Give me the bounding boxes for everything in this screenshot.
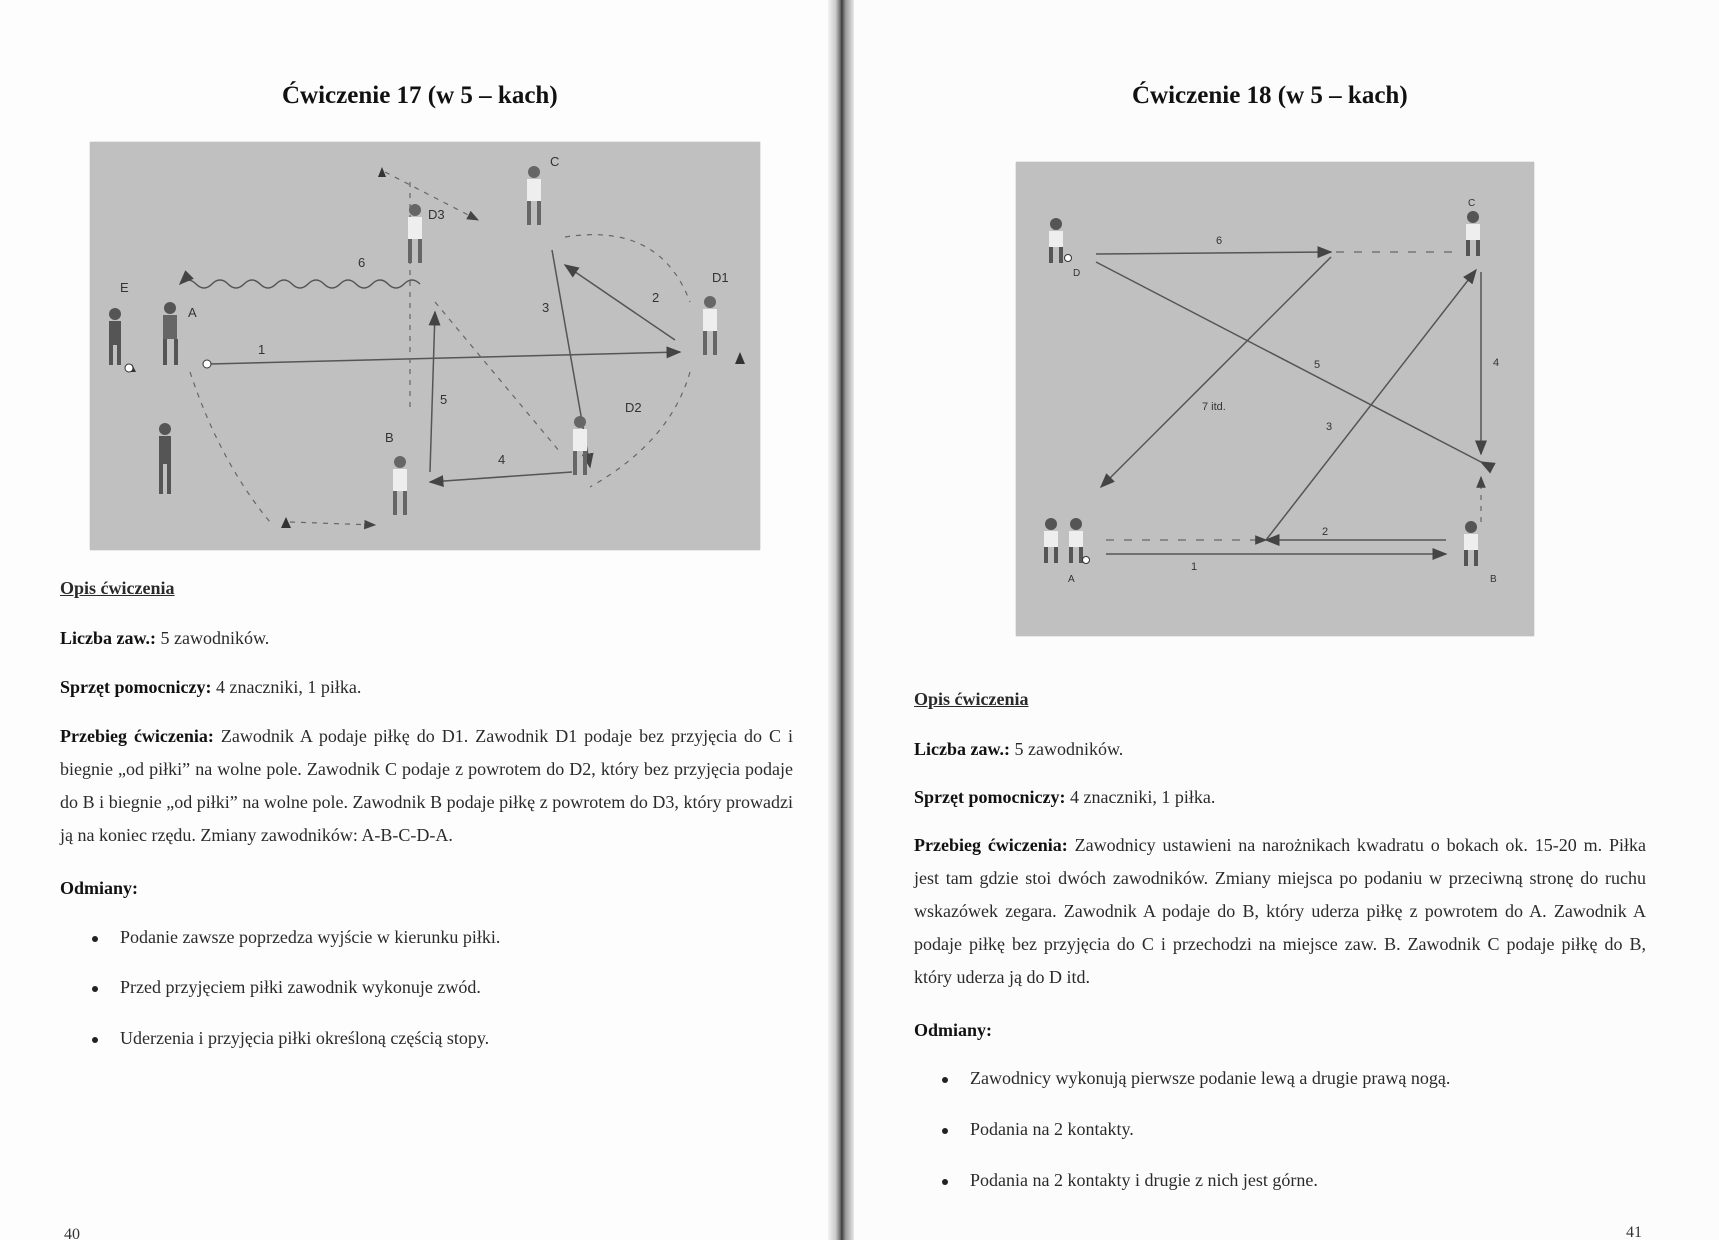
bullet-icon xyxy=(942,1128,948,1134)
exercise-17-title: Ćwiczenie 17 (w 5 – kach) xyxy=(282,82,558,109)
equipment-label: Sprzęt pomocniczy: xyxy=(914,787,1066,807)
cone-icon xyxy=(378,167,386,177)
exercise-17-variant-item xyxy=(92,927,500,948)
dribble-6-line xyxy=(180,280,420,288)
exercise-18-diagram-svg xyxy=(1016,162,1534,636)
variant-text: Przed przyjęciem piłki zawodnik wykonuje zwód. xyxy=(120,977,481,997)
pass-4-line xyxy=(430,472,572,482)
label-a: A xyxy=(188,305,197,320)
arrow-number-3: 3 xyxy=(542,300,550,315)
ball-icon xyxy=(1065,255,1072,262)
run-diag-path xyxy=(435,302,560,452)
arrow-number-5: 5 xyxy=(1314,359,1321,371)
label-c: C xyxy=(550,154,560,169)
bullet-icon xyxy=(942,1179,948,1185)
player-d-icon xyxy=(1049,218,1063,263)
label-c: C xyxy=(1468,198,1476,209)
arrow-number-3: 3 xyxy=(1326,421,1333,433)
variant-text: Uderzenia i przyjęcia piłki określoną częścią stopy. xyxy=(120,1028,490,1048)
player-b-icon xyxy=(1464,521,1478,566)
run-b-path xyxy=(190,372,270,522)
label-d: D xyxy=(1073,268,1081,279)
arrow-number-4: 4 xyxy=(498,452,506,467)
label-d2: D2 xyxy=(625,400,642,415)
exercise-17-variant-item xyxy=(92,1028,489,1049)
arrow-number-1: 1 xyxy=(258,342,266,357)
count-value: 5 zawodników. xyxy=(156,628,270,648)
player-c-icon xyxy=(1466,211,1480,256)
ball-icon xyxy=(203,360,211,368)
exercise-17-diagram-svg xyxy=(90,142,760,550)
equipment-label: Sprzęt pomocniczy: xyxy=(60,677,212,697)
course-label: Przebieg ćwiczenia: xyxy=(914,835,1068,855)
cone-icon xyxy=(281,517,291,528)
arrow-number-5: 5 xyxy=(440,392,448,407)
label-b: B xyxy=(1490,574,1497,585)
label-b: B xyxy=(385,430,394,445)
exercise-18-course xyxy=(914,829,1646,994)
player-a1-icon xyxy=(1044,518,1058,563)
page-number-right: 41 xyxy=(1626,1224,1642,1241)
exercise-18-title: Ćwiczenie 18 (w 5 – kach) xyxy=(1132,82,1408,109)
label-d3: D3 xyxy=(428,207,445,222)
player-c-icon xyxy=(527,166,541,225)
exercise-17-variant-item xyxy=(92,977,481,998)
variant-text: Zawodnicy wykonują pierwsze podanie lewą a drugie prawą nogą. xyxy=(970,1068,1451,1088)
exercise-17-diagram xyxy=(90,142,760,550)
variant-text: Podania na 2 kontakty. xyxy=(970,1119,1134,1139)
player-a-icon xyxy=(163,302,178,365)
page-number-left: 40 xyxy=(64,1226,80,1243)
ball-icon xyxy=(125,364,133,372)
run-bottom-path xyxy=(290,522,375,525)
exercise-18-variant-item xyxy=(942,1170,1318,1191)
label-e: E xyxy=(120,280,129,295)
pass-1-line xyxy=(210,352,680,364)
arrow-number-6: 6 xyxy=(358,255,366,270)
equipment-value: 4 znaczniki, 1 piłka. xyxy=(1065,787,1216,807)
exercise-18-variants-heading xyxy=(914,1014,992,1047)
pass-6-line xyxy=(1096,252,1331,254)
arrow-number-6: 6 xyxy=(1216,235,1223,247)
arrow-number-4: 4 xyxy=(1493,357,1500,369)
arrow-number-7: 7 itd. xyxy=(1202,401,1226,413)
run-d2-path xyxy=(590,372,690,487)
exercise-17-equipment xyxy=(60,671,780,704)
coach-icon xyxy=(159,423,171,494)
course-label: Przebieg ćwiczenia: xyxy=(60,726,214,746)
bullet-icon xyxy=(92,936,98,942)
pass-5-line xyxy=(1096,262,1481,462)
course-value: Zawodnicy ustawieni na narożnikach kwadratu o bokach ok. 15-20 m. Piłka jest tam gdzie stoi dwóch zawodników. Zmiany miejsca po podaniu w przeciwną stronę do ruchu wskazówek zegara. Zawodnik A podaje do B, który uderza piłkę z powrotem do A. Zawodnik A podaje piłkę bez przyjęcia do C i przechodzi na miejsce zaw. B. Zawodnik C podaje piłkę do B, który uderza ją do D itd. xyxy=(914,835,1646,987)
variant-text: Podania na 2 kontakty i drugie z nich jest górne. xyxy=(970,1170,1318,1190)
run-d1-path xyxy=(565,235,690,302)
pass-7-line xyxy=(1101,257,1331,487)
exercise-17-count xyxy=(60,622,780,655)
label-d1: D1 xyxy=(712,270,729,285)
player-b-icon xyxy=(393,456,407,515)
ball-icon xyxy=(1083,557,1090,564)
variants-label: Odmiany: xyxy=(60,878,139,898)
exercise-17-course xyxy=(60,720,793,852)
exercise-18-equipment xyxy=(914,781,1654,814)
exercise-18-diagram xyxy=(1016,162,1534,636)
bullet-icon xyxy=(942,1077,948,1083)
book-gutter xyxy=(828,0,854,1240)
count-label: Liczba zaw.: xyxy=(60,628,156,648)
cone-icon xyxy=(735,352,745,364)
exercise-18-variant-item xyxy=(942,1119,1134,1140)
exercise-17-variants-heading xyxy=(60,872,138,905)
arrow-number-2: 2 xyxy=(652,290,660,305)
arrow-number-1: 1 xyxy=(1191,561,1198,573)
pass-5-line xyxy=(430,312,435,472)
variant-text: Podanie zawsze poprzedza wyjście w kierunku piłki. xyxy=(120,927,501,947)
equipment-value: 4 znaczniki, 1 piłka. xyxy=(211,677,362,697)
exercise-18-count xyxy=(914,733,1654,766)
arrow-number-2: 2 xyxy=(1322,526,1329,538)
exercise-17-section-heading: Opis ćwiczenia xyxy=(60,578,175,598)
bullet-icon xyxy=(92,1037,98,1043)
count-label: Liczba zaw.: xyxy=(914,739,1010,759)
exercise-18-variant-item xyxy=(942,1068,1450,1089)
bullet-icon xyxy=(92,986,98,992)
player-a2-icon xyxy=(1069,518,1083,563)
player-d1-icon xyxy=(703,296,717,355)
course-value: Zawodnik A podaje piłkę do D1. Zawodnik D1 podaje bez przyjęcia do C i biegnie „od piłki” na wolne pole. Zawodnik C podaje z powrotem do D2, który bez przyjęcia podaje do B i biegnie „od piłki” na wolne pole. Zawodnik B podaje piłkę z powrotem do D3, który prowadzi ją na koniec rzędu. Zmiany zawodników: A-B-C-D-A. xyxy=(60,726,793,845)
player-e-icon xyxy=(109,308,121,365)
label-a: A xyxy=(1068,574,1075,585)
exercise-18-section-heading: Opis ćwiczenia xyxy=(914,689,1029,709)
player-d3-icon xyxy=(408,204,422,263)
player-d2-icon xyxy=(573,416,587,475)
variants-label: Odmiany: xyxy=(914,1020,993,1040)
count-value: 5 zawodników. xyxy=(1010,739,1124,759)
